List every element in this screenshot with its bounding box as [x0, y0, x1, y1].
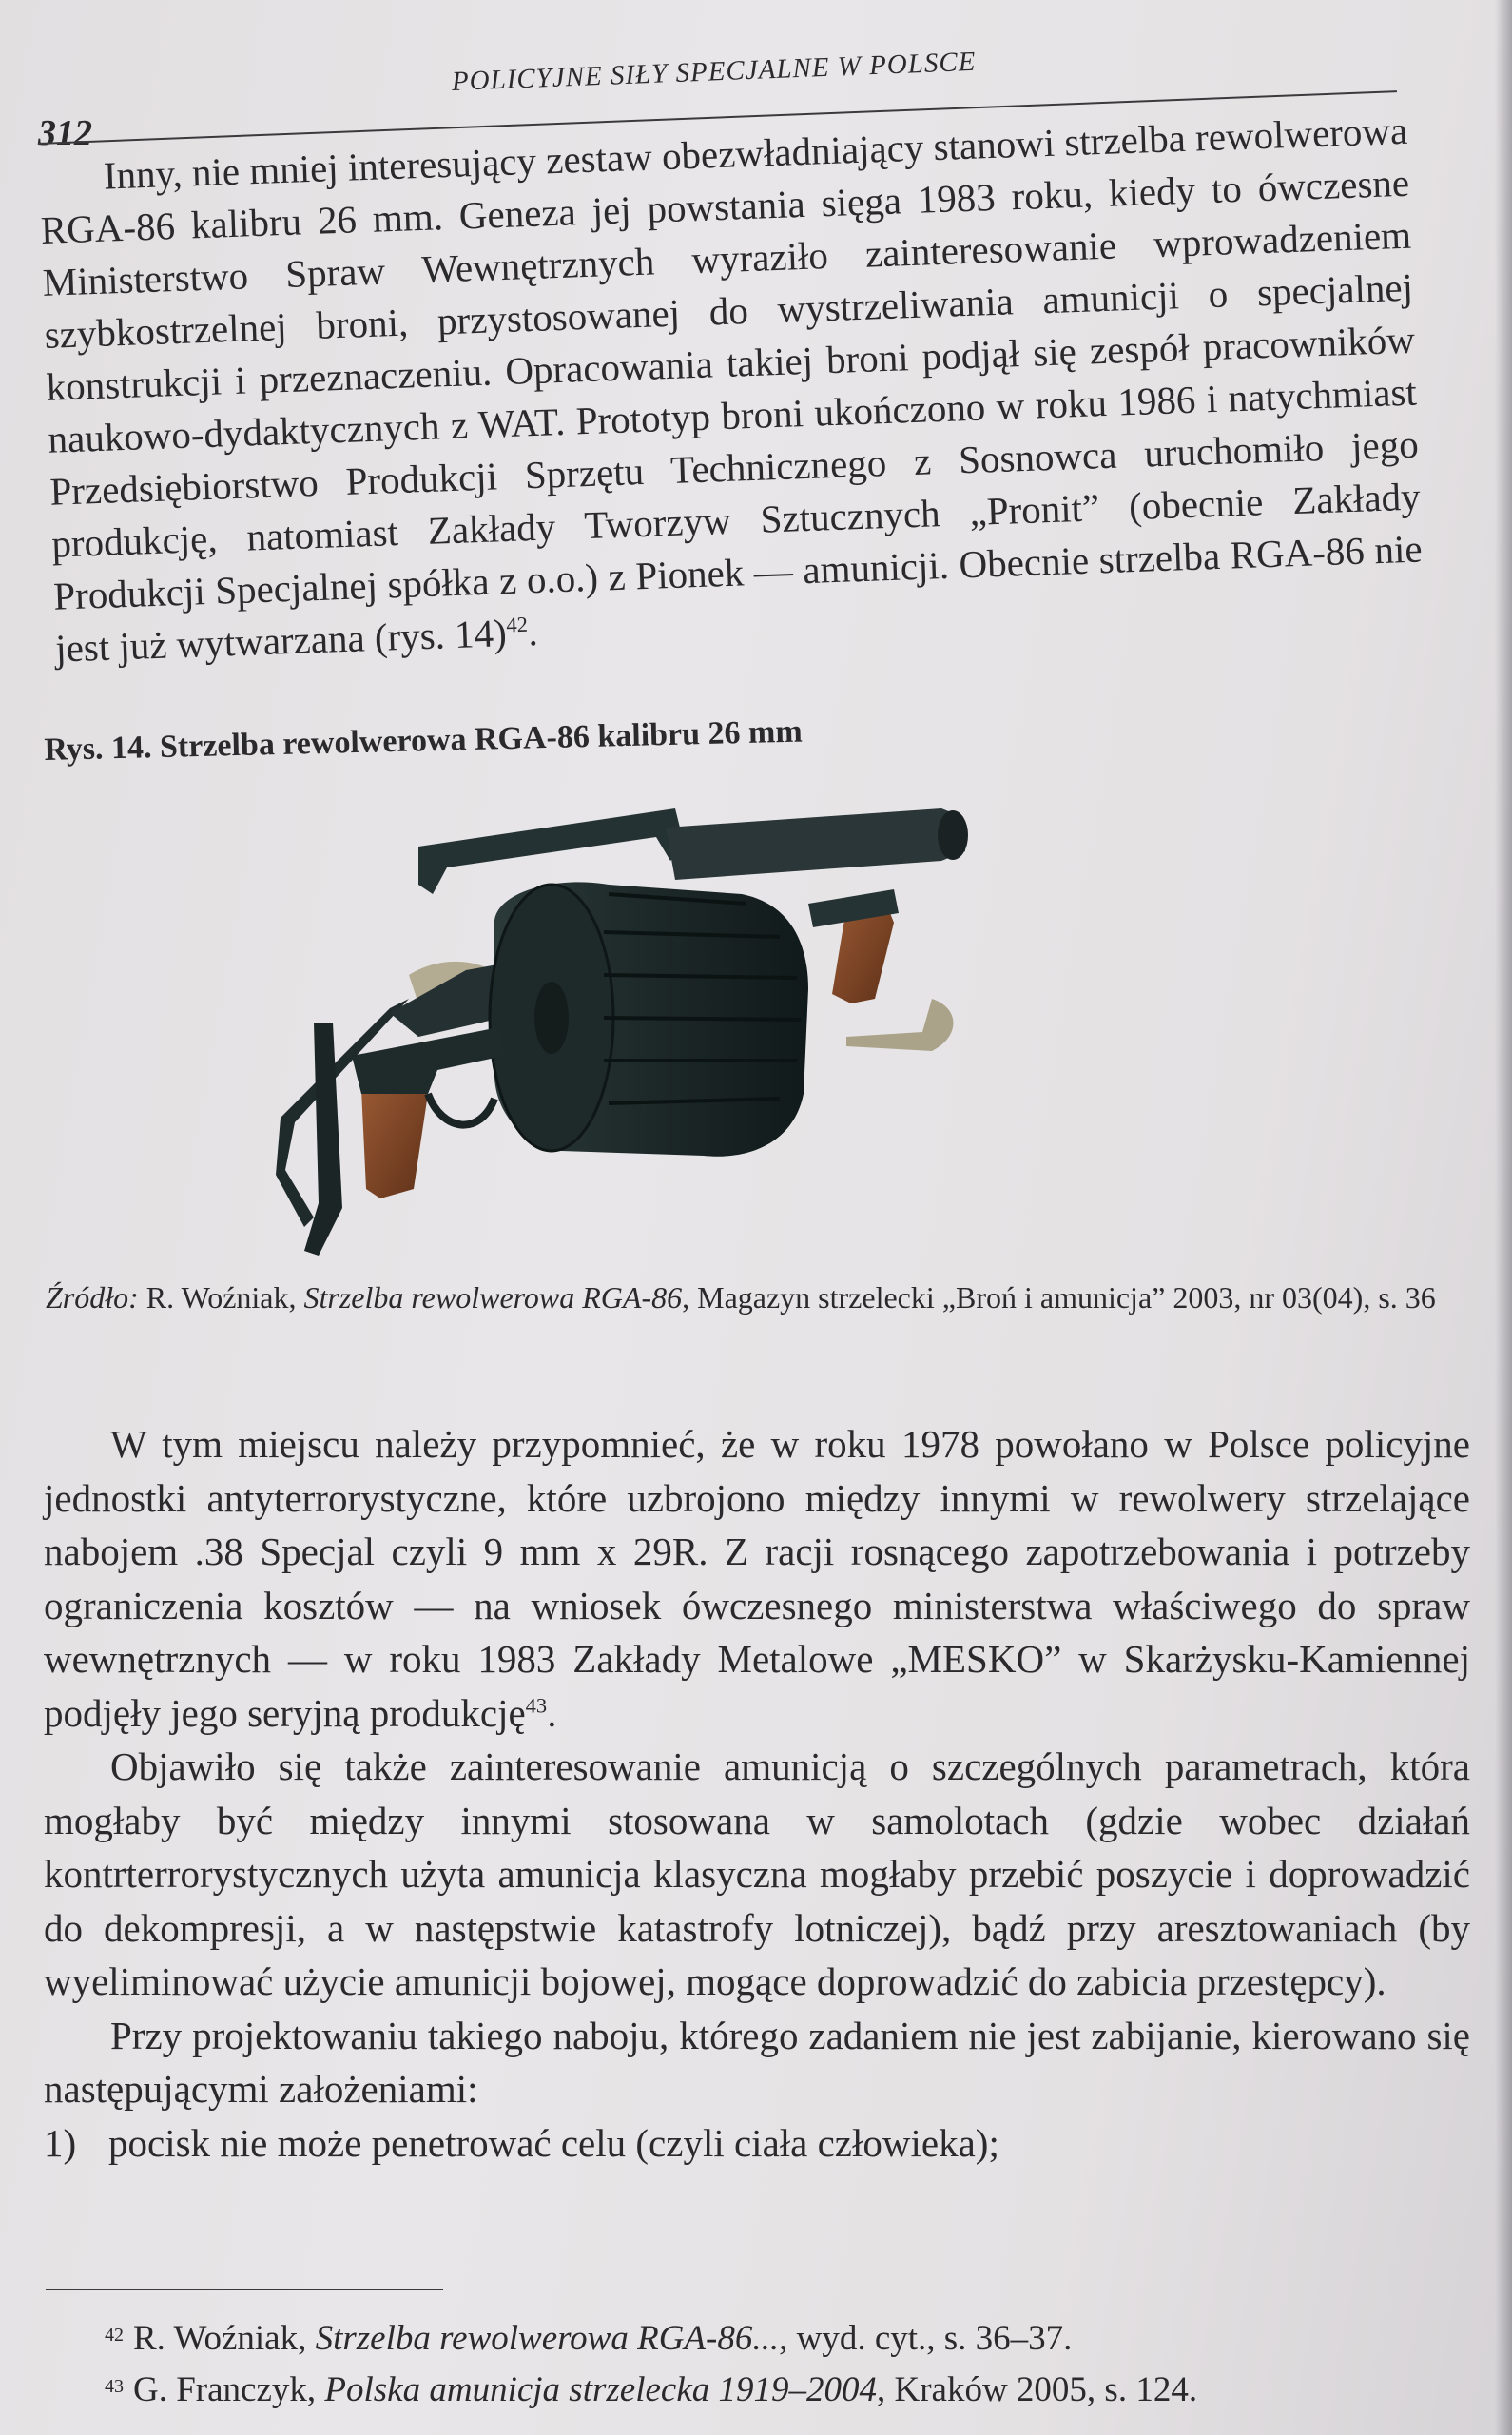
list-text: pocisk nie może penetrować celu (czyli ciała człowieka);: [108, 2120, 999, 2165]
paragraph-text: W tym miejscu należy przypomnieć, że w roku 1978 powołano w Polsce policyjne jednostki antyterrorystyczne, które uzbrojono między innymi w rewolwery strzelające nabojem .38 Specjal czyli 9 mm x 29R. Z racji rosnącego zapotrzebowania i potrzeby ograniczenia kosztów — na wniosek ówczesnego ministerstwa właściwego do spraw wewnętrznych — w roku 1983 Zakłady Metalowe „MESKO” w Skarżysku-Kamiennej podjęły jego seryjną produkcję: [44, 1422, 1470, 1735]
figure-caption: Rys. 14. Strzelba rewolwerowa RGA-86 kalibru 26 mm: [44, 713, 804, 768]
paragraph-rga86-intro: [38, 105, 1425, 675]
footnote-title: Strzelba rewolwerowa RGA-86...: [315, 2319, 780, 2358]
footnote-author: R. Woźniak,: [133, 2319, 316, 2358]
source-title: Strzelba rewolwerowa RGA-86: [303, 1280, 683, 1315]
paragraph-design-assumptions: Przy projektowaniu takiego naboju, którego zadaniem nie jest zabijanie, kierowano się następującymi założeniami:: [44, 2013, 1470, 2111]
shotgun-illustration: [276, 808, 1170, 1284]
footnote-rule: [46, 2289, 443, 2290]
footnote-title: Polska amunicja strzelecka 1919–2004: [324, 2370, 877, 2409]
footnote-ref-43[interactable]: 43: [525, 1692, 548, 1717]
page-edge-shadow: [1495, 0, 1512, 2435]
footnote-number: 42: [105, 2325, 124, 2346]
footnote-details: , wyd. cyt., s. 36–37.: [779, 2319, 1073, 2358]
footnote-42: [105, 2313, 1436, 2365]
source-details: , Magazyn strzelecki „Broń i amunicja” 2003, nr 03(04), s. 36: [682, 1280, 1436, 1315]
paragraph-end: .: [547, 1690, 557, 1735]
paragraph-text: Inny, nie mniej interesujący zestaw obezwładniający stanowi strzelba rewolwerowa RGA-86 kalibru 26 mm. Geneza jej powstania sięga 1983 roku, kiedy to ówczesne Ministerstwo Spraw Wewnętrznych wyraziło zainteresowanie wprowadzeniem szybkostrzelnej broni, przystosowanej do wystrzeliwania amunicji o specjalnej konstrukcji i przeznaczeniu. Opracowania takiej broni podjął się zespół pracowników naukowo-dydaktycznych z WAT. Prototyp broni ukończono w roku 1986 i natychmiast Przedsiębiorstwo Produkcji Sprzętu Technicznego z Sosnowca uruchomiło jego produkcję, natomiast Zakłady Tworzyw Sztucznych „Pronit” (obecnie Zakłady Produkcji Specjalnej spółka z o.o.) z Pionek — amunicji. Obecnie strzelba RGA-86 nie jest już wytwarzana (rys. 14): [40, 107, 1424, 671]
footnote-ref-42[interactable]: 42: [505, 612, 529, 637]
footnote-43: [105, 2365, 1436, 2416]
main-text: [44, 1417, 1470, 2170]
page-number: 312: [38, 113, 92, 153]
footnote-details: , Kraków 2005, s. 124.: [877, 2370, 1198, 2409]
source-label: Źródło:: [46, 1280, 139, 1315]
figure-rga86-image: [276, 808, 1170, 1284]
paragraph-antiterror-units: [44, 1417, 1470, 1740]
paragraph-special-ammunition: Objawiło się także zainteresowanie amunicją o szczególnych parametrach, która mogłaby być między innymi stosowana w samolotach (gdzie wobec działań kontrterrorystycznych użyta amunicja klasyczna mogłaby przebić poszycie i doprowadzić do dekompresji, a w następstwie katastrofy lotniczej), bądź przy aresztowaniach (by wyeliminować użycie amunicji bojowej, mogące doprowadzić do zabicia przestępcy).: [44, 1744, 1470, 2003]
list-item: [44, 2116, 1470, 2171]
footnotes: [105, 2313, 1436, 2416]
paragraph-end: .: [527, 609, 539, 654]
footnote-author: G. Franczyk,: [133, 2370, 325, 2409]
list-number: 1): [44, 2120, 77, 2165]
footnote-number: 43: [105, 2376, 124, 2397]
figure-source: [46, 1273, 1453, 1322]
source-author: R. Woźniak,: [138, 1280, 304, 1315]
running-title: POLICYJNE SIŁY SPECJALNE W POLSCE: [451, 46, 978, 97]
